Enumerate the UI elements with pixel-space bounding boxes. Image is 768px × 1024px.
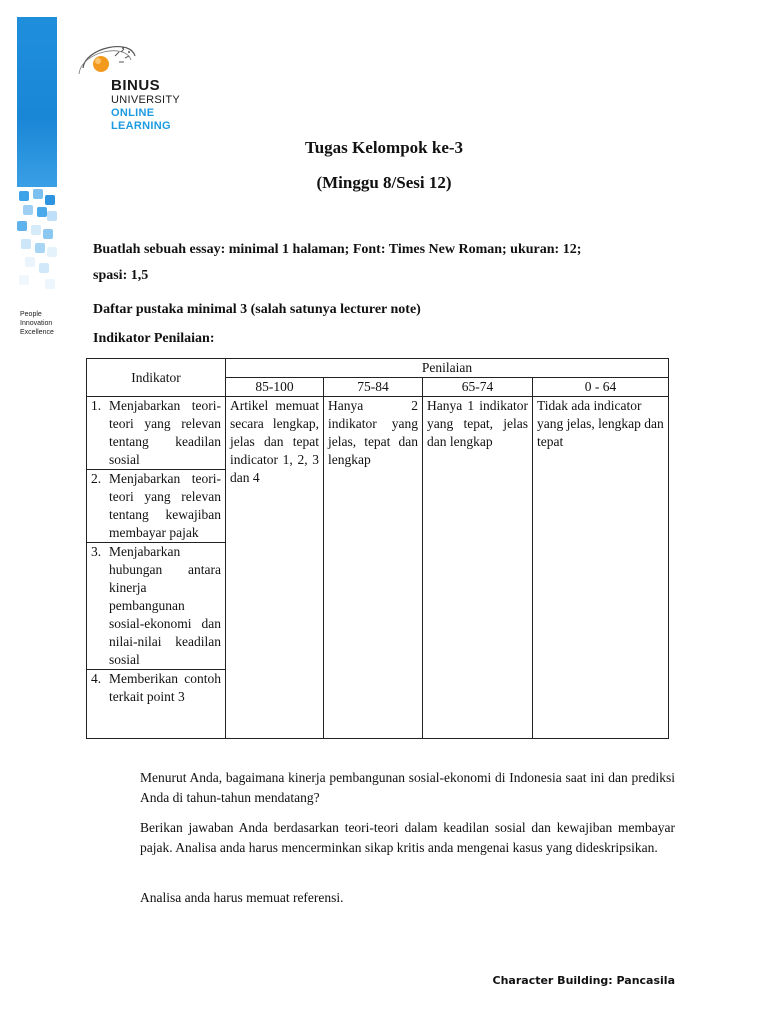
indicator-item: 1. Menjabarkan teori-teori yang relevan tentang keadilan sosial xyxy=(87,397,225,470)
indicator-item: 2. Menjabarkan teori-teori yang relevan tentang kewajiban membayar pajak xyxy=(87,470,225,543)
range-header: 75-84 xyxy=(324,378,423,397)
instruction-spacing: spasi: 1,5 xyxy=(93,268,149,283)
indicator-item: 3. Menjabarkan hubungan antara kinerja pembangunan sosial-ekonomi dan nilai-nilai keadilan sosial xyxy=(87,543,225,670)
mosaic-pattern xyxy=(17,187,57,293)
doc-title: Tugas Kelompok ke-3 xyxy=(304,138,464,157)
criteria-75-84: Hanya 2 indikator yang jelas, tepat dan lengkap xyxy=(324,397,423,739)
question-paragraph-2: Berikan jawaban Anda berdasarkan teori-teori dalam keadilan sosial dan kewajiban membayar pajak. Analisa anda harus mencerminkan sikap kritis anda mengenai kasus yang dideskripsikan. xyxy=(140,820,675,855)
range-header: 85-100 xyxy=(226,378,324,397)
indicator-item: 4. Memberikan contoh terkait point 3 xyxy=(91,671,221,704)
instruction-essay: Buatlah sebuah essay: minimal 1 halaman; Font: Times New Roman; ukuran: 12; xyxy=(93,242,582,257)
range-header: 0 - 64 xyxy=(533,378,669,397)
question-paragraph-3: Analisa anda harus memuat referensi. xyxy=(140,890,344,905)
indicator-list xyxy=(87,397,226,739)
instruction-references: Daftar pustaka minimal 3 (salah satunya lecturer note) xyxy=(93,302,421,317)
header-penilaian: Penilaian xyxy=(226,359,669,378)
header-indikator: Indikator xyxy=(87,359,226,397)
assessment-table xyxy=(86,358,669,739)
instruction-indicator-heading: Indikator Penilaian: xyxy=(93,331,215,346)
footer-course-name: Character Building: Pancasila xyxy=(492,974,675,987)
criteria-0-64: Tidak ada indicator yang jelas, lengkap dan tepat xyxy=(533,397,669,739)
tagline: People Innovation Excellence xyxy=(20,311,54,336)
criteria-65-74: Hanya 1 indikator yang tepat, jelas dan lengkap xyxy=(423,397,533,739)
range-header: 65-74 xyxy=(423,378,533,397)
logo-wordmark: BINUS UNIVERSITY ONLINE LEARNING xyxy=(111,77,181,132)
question-paragraph-1: Menurut Anda, bagaimana kinerja pembangunan sosial-ekonomi di Indonesia saat ini dan prediksi Anda di tahun-tahun mendatang? xyxy=(140,770,675,805)
criteria-85-100: Artikel memuat secara lengkap, jelas dan tepat indicator 1, 2, 3 dan 4 xyxy=(226,397,324,739)
doc-subtitle: (Minggu 8/Sesi 12) xyxy=(316,173,452,192)
